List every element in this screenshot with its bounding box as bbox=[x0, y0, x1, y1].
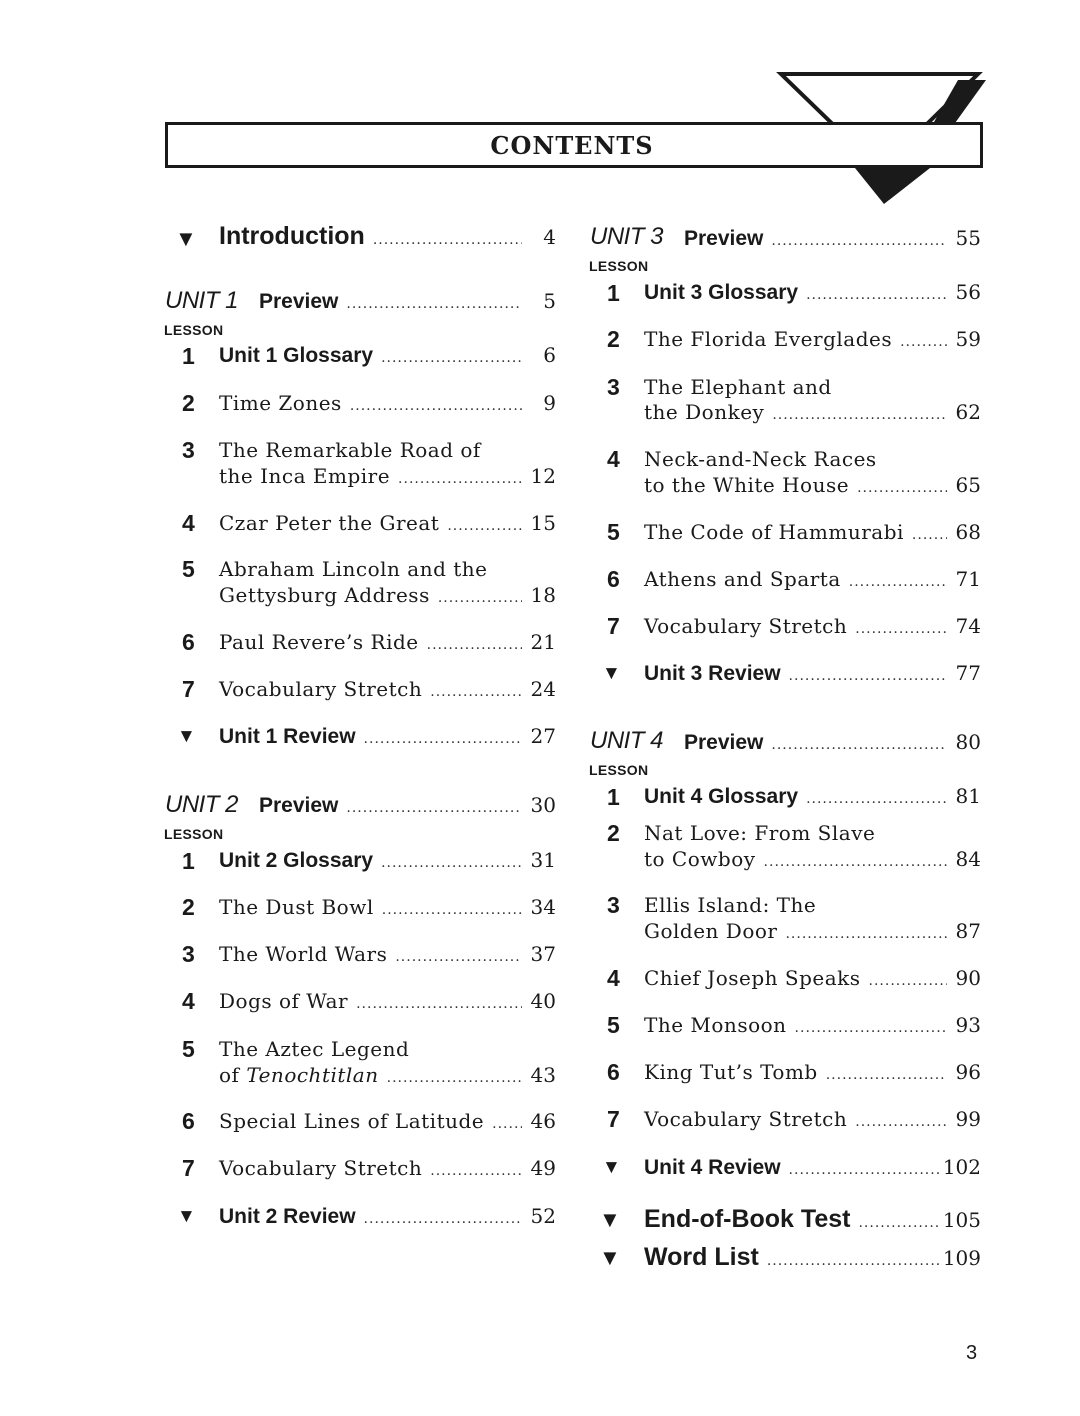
lesson-number: 7 bbox=[607, 613, 620, 639]
dot-leader bbox=[855, 1114, 947, 1130]
lesson-number: 7 bbox=[607, 1106, 620, 1132]
entry-label: Unit 3 Review bbox=[644, 662, 781, 685]
entry-page: 105 bbox=[942, 1208, 981, 1232]
entry-page: 21 bbox=[530, 630, 556, 654]
entry-label: Vocabulary Stretch bbox=[644, 1107, 848, 1131]
unit-label: UNIT 1 bbox=[165, 287, 239, 314]
entry-page: 74 bbox=[955, 614, 981, 638]
dot-leader bbox=[806, 791, 947, 807]
dot-leader bbox=[350, 398, 522, 414]
entry-page: 31 bbox=[530, 848, 556, 872]
entry-page: 52 bbox=[530, 1204, 556, 1228]
entry-label: Unit 1 Review bbox=[219, 725, 356, 748]
lesson-number: 1 bbox=[182, 343, 195, 369]
entry-page: 55 bbox=[955, 226, 981, 250]
entry-label-line2: Golden Door bbox=[644, 919, 778, 943]
entry-page: 84 bbox=[955, 847, 981, 871]
entry-page: 87 bbox=[955, 919, 981, 943]
dot-leader bbox=[346, 800, 522, 816]
entry-page: 59 bbox=[955, 327, 981, 351]
dot-leader bbox=[858, 1215, 938, 1231]
dot-leader bbox=[364, 1211, 522, 1227]
lesson-number: 3 bbox=[182, 941, 195, 967]
dot-leader bbox=[855, 621, 947, 637]
lesson-label: LESSON bbox=[164, 826, 224, 842]
entry-label: Unit 1 Glossary bbox=[219, 344, 374, 367]
entry-page: 65 bbox=[955, 473, 981, 497]
dot-leader bbox=[382, 902, 522, 918]
entry-label: Athens and Sparta bbox=[644, 567, 841, 591]
lesson-number: 6 bbox=[182, 1108, 195, 1134]
entry-label: Vocabulary Stretch bbox=[219, 1156, 423, 1180]
dot-leader bbox=[849, 574, 947, 590]
dot-leader bbox=[438, 590, 522, 606]
entry-label-line2: to Cowboy bbox=[644, 847, 756, 871]
entry-label-line2 bbox=[219, 1063, 379, 1087]
lesson-number: 6 bbox=[607, 566, 620, 592]
dot-leader bbox=[447, 518, 522, 534]
dot-leader bbox=[869, 973, 947, 989]
entry-label-line1: The Remarkable Road of bbox=[219, 438, 481, 462]
dot-leader bbox=[398, 471, 522, 487]
entry-label: Dogs of War bbox=[219, 989, 349, 1013]
entry-label-line2: Gettysburg Address bbox=[219, 583, 430, 607]
entry-page: 109 bbox=[942, 1246, 981, 1270]
entry-page: 71 bbox=[955, 567, 981, 591]
entry-label-line1: The Elephant and bbox=[644, 375, 832, 399]
dot-leader bbox=[857, 480, 947, 496]
entry-page: 18 bbox=[530, 583, 556, 607]
entry-page: 37 bbox=[530, 942, 556, 966]
entry-label: Unit 4 Glossary bbox=[644, 785, 799, 808]
dot-leader bbox=[427, 637, 522, 653]
entry-page: 9 bbox=[543, 391, 556, 415]
entry-label: The Dust Bowl bbox=[219, 895, 374, 919]
dot-leader bbox=[764, 854, 947, 870]
lesson-number: 5 bbox=[182, 556, 195, 582]
dot-leader bbox=[381, 350, 522, 366]
lesson-number: 7 bbox=[182, 1155, 195, 1181]
entry-page: 90 bbox=[955, 966, 981, 990]
unit-label: UNIT 3 bbox=[590, 223, 664, 250]
entry-label-line1: Neck-and-Neck Races bbox=[644, 447, 877, 471]
entry-label: Czar Peter the Great bbox=[219, 511, 440, 535]
entry-label-line1: The Aztec Legend bbox=[219, 1037, 410, 1061]
entry-page: 24 bbox=[530, 677, 556, 701]
lesson-label: LESSON bbox=[589, 762, 649, 778]
lesson-number: 4 bbox=[607, 446, 620, 472]
lesson-number: 5 bbox=[182, 1036, 195, 1062]
dot-leader bbox=[387, 1070, 522, 1086]
dot-leader bbox=[356, 996, 522, 1012]
entry-label-line1: Abraham Lincoln and the bbox=[219, 557, 488, 581]
entry-page: 6 bbox=[543, 343, 556, 367]
lesson-number: 3 bbox=[607, 374, 620, 400]
entry-page: 43 bbox=[530, 1063, 556, 1087]
entry-label-line1: Nat Love: From Slave bbox=[644, 821, 876, 845]
entry-label-prefix: of bbox=[219, 1063, 247, 1087]
lesson-number: 2 bbox=[607, 820, 620, 846]
entry-label: Preview bbox=[684, 731, 764, 754]
entry-page: 77 bbox=[955, 661, 981, 685]
entry-label: Vocabulary Stretch bbox=[644, 614, 848, 638]
entry-label-line2: the Donkey bbox=[644, 400, 765, 424]
entry-page: 96 bbox=[955, 1060, 981, 1084]
entry-page: 99 bbox=[955, 1107, 981, 1131]
dot-leader bbox=[492, 1116, 522, 1132]
entry-page: 81 bbox=[955, 784, 981, 808]
entry-page: 15 bbox=[530, 511, 556, 535]
entry-label: Word List bbox=[644, 1243, 759, 1271]
entry-page: 4 bbox=[543, 225, 556, 249]
lesson-number: 5 bbox=[607, 1012, 620, 1038]
contents-title-box bbox=[165, 122, 983, 168]
entry-page: 40 bbox=[530, 989, 556, 1013]
entry-label: Time Zones bbox=[219, 391, 342, 415]
dot-leader bbox=[346, 296, 522, 312]
triangle-bullet-icon: ▼ bbox=[177, 1206, 196, 1227]
entry-label: Paul Revere’s Ride bbox=[219, 630, 419, 654]
lesson-label: LESSON bbox=[164, 322, 224, 338]
entry-label: The World Wars bbox=[219, 942, 388, 966]
entry-page: 30 bbox=[530, 793, 556, 817]
entry-label: Unit 2 Review bbox=[219, 1205, 356, 1228]
entry-page: 27 bbox=[530, 724, 556, 748]
entry-page: 68 bbox=[955, 520, 981, 544]
entry-page: 80 bbox=[955, 730, 981, 754]
entry-label: Chief Joseph Speaks bbox=[644, 966, 861, 990]
dot-leader bbox=[771, 233, 947, 249]
bottom-triangle-shape bbox=[855, 168, 930, 204]
dot-leader bbox=[772, 407, 947, 423]
lesson-number: 2 bbox=[607, 326, 620, 352]
unit-label: UNIT 4 bbox=[590, 727, 664, 754]
entry-page: 5 bbox=[543, 289, 556, 313]
dot-leader bbox=[364, 731, 522, 747]
entry-page: 56 bbox=[955, 280, 981, 304]
entry-label: Preview bbox=[259, 290, 339, 313]
entry-label-line2: to the White House bbox=[644, 473, 850, 497]
dot-leader bbox=[381, 855, 522, 871]
dot-leader bbox=[806, 287, 947, 303]
lesson-number: 4 bbox=[182, 988, 195, 1014]
entry-label: King Tut’s Tomb bbox=[644, 1060, 818, 1084]
lesson-number: 1 bbox=[607, 280, 620, 306]
dot-leader bbox=[789, 668, 947, 684]
dot-leader bbox=[771, 737, 947, 753]
entry-page: 34 bbox=[530, 895, 556, 919]
entry-label: Introduction bbox=[219, 222, 365, 250]
entry-label: Unit 2 Glossary bbox=[219, 849, 374, 872]
page-title: CONTENTS bbox=[490, 130, 654, 160]
entry-label: Unit 3 Glossary bbox=[644, 281, 799, 304]
lesson-number: 7 bbox=[182, 676, 195, 702]
entry-page: 102 bbox=[942, 1155, 981, 1179]
dot-leader bbox=[785, 926, 947, 942]
entry-label: Unit 4 Review bbox=[644, 1156, 781, 1179]
entry-label: The Monsoon bbox=[644, 1013, 787, 1037]
lesson-number: 6 bbox=[607, 1059, 620, 1085]
entry-page: 93 bbox=[955, 1013, 981, 1037]
entry-page: 62 bbox=[955, 400, 981, 424]
triangle-bullet-icon: ▼ bbox=[602, 1157, 621, 1178]
lesson-number: 4 bbox=[607, 965, 620, 991]
dot-leader bbox=[395, 949, 522, 965]
dot-leader bbox=[430, 684, 522, 700]
triangle-bullet-icon: ▼ bbox=[175, 226, 197, 251]
entry-label: Preview bbox=[259, 794, 339, 817]
lesson-label: LESSON bbox=[589, 258, 649, 274]
lesson-number: 4 bbox=[182, 510, 195, 536]
lesson-number: 3 bbox=[182, 437, 195, 463]
entry-label: Special Lines of Latitude bbox=[219, 1109, 485, 1133]
entry-page: 12 bbox=[530, 464, 556, 488]
banner-triangles-decoration bbox=[0, 0, 1080, 220]
lesson-number: 6 bbox=[182, 629, 195, 655]
dot-leader bbox=[789, 1162, 939, 1178]
entry-page: 46 bbox=[530, 1109, 556, 1133]
entry-label-italic: Tenochtitlan bbox=[246, 1063, 379, 1087]
lesson-number: 3 bbox=[607, 892, 620, 918]
lesson-number: 5 bbox=[607, 519, 620, 545]
page-number: 3 bbox=[966, 1342, 978, 1364]
entry-label: The Florida Everglades bbox=[644, 327, 893, 351]
dot-leader bbox=[826, 1067, 947, 1083]
lesson-number: 2 bbox=[182, 894, 195, 920]
entry-label: Preview bbox=[684, 227, 764, 250]
entry-label: End-of-Book Test bbox=[644, 1205, 851, 1233]
triangle-bullet-icon: ▼ bbox=[599, 1245, 621, 1270]
dot-leader bbox=[373, 232, 522, 248]
lesson-number: 1 bbox=[607, 784, 620, 810]
entry-label-line2: the Inca Empire bbox=[219, 464, 391, 488]
triangle-bullet-icon: ▼ bbox=[177, 726, 196, 747]
dot-leader bbox=[912, 527, 947, 543]
lesson-number: 1 bbox=[182, 848, 195, 874]
triangle-bullet-icon: ▼ bbox=[599, 1207, 621, 1232]
lesson-number: 2 bbox=[182, 390, 195, 416]
entry-label: Vocabulary Stretch bbox=[219, 677, 423, 701]
dot-leader bbox=[430, 1163, 522, 1179]
dot-leader bbox=[900, 334, 947, 350]
entry-label-line1: Ellis Island: The bbox=[644, 893, 817, 917]
dot-leader bbox=[767, 1253, 939, 1269]
entry-page: 49 bbox=[530, 1156, 556, 1180]
dot-leader bbox=[795, 1020, 947, 1036]
triangle-bullet-icon: ▼ bbox=[602, 663, 621, 684]
entry-label: The Code of Hammurabi bbox=[644, 520, 904, 544]
unit-label: UNIT 2 bbox=[165, 791, 239, 818]
